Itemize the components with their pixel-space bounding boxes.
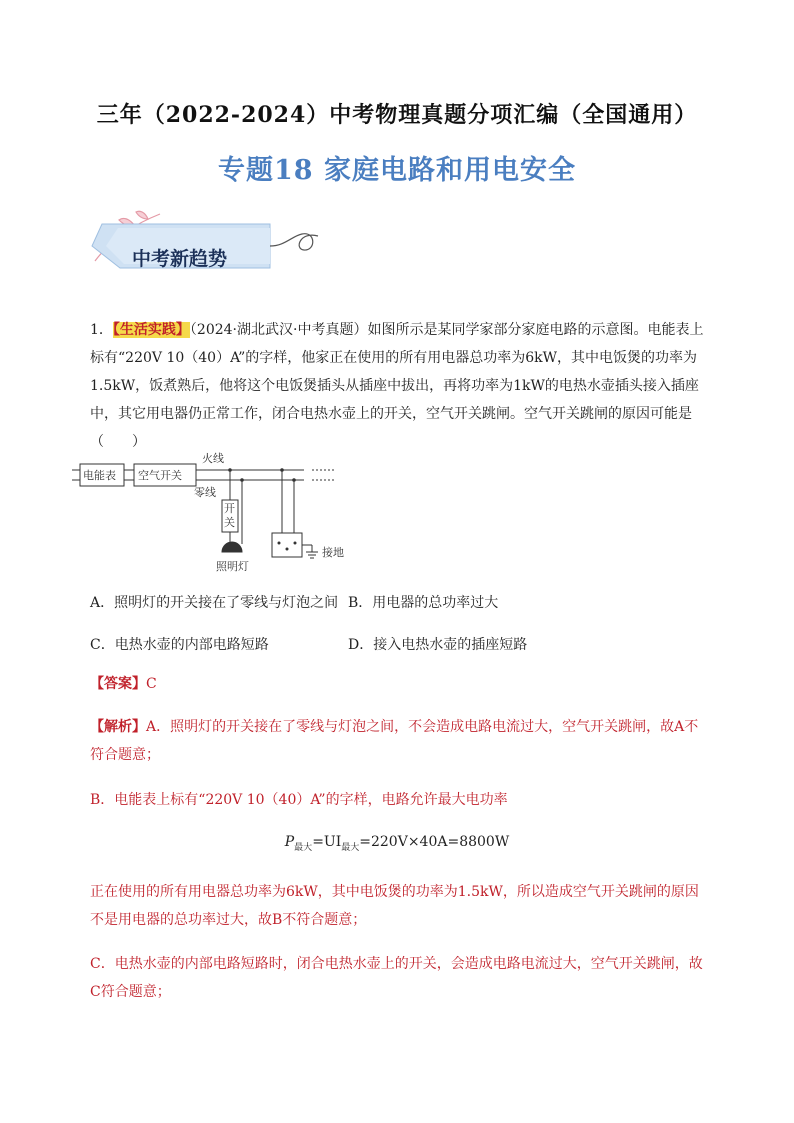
question-number: 1． (90, 322, 113, 338)
answer (90, 670, 710, 698)
option-a: A．照明灯的开关接在了零线与灯泡之间 (90, 595, 339, 611)
main-title: 三年（2022-2024）中考物理真题分项汇编（全国通用） (96, 102, 698, 128)
option-b: B．用电器的总功率过大 (348, 595, 499, 611)
analysis-a-text: A．照明灯的开关接在了零线与灯泡之间，不会造成电路电流过大，空气开关跳闸，故A不符合题意； (90, 719, 699, 763)
circuit-diagram (72, 448, 362, 578)
banner-label: 中考新趋势 (132, 248, 228, 270)
power-formula (0, 834, 794, 853)
analysis-b2: 正在使用的所有用电器总功率为6kW，其中电饭煲的功率为1.5kW，所以造成空气开关跳闸的原因不是用电器的总功率过大，故B不符合题意； (90, 884, 699, 928)
question-source: （2024·湖北武汉·中考真题） (189, 322, 368, 338)
analysis-b: B．电能表上标有“220V 10（40）A”的字样，电路允许最大电功率 (90, 792, 508, 808)
analysis-a (90, 713, 710, 769)
meter-label: 电能表 (83, 469, 116, 482)
breaker-label: 空气开关 (138, 469, 182, 482)
formula-eq: =UI (312, 834, 342, 850)
answer-value: C (146, 676, 157, 692)
formula-i-sub: 最大 (341, 842, 360, 853)
option-d: D．接入电热水壶的插座短路 (348, 637, 528, 653)
answer-label: 【答案】 (90, 676, 146, 692)
question-tag: 【生活实践】 (112, 322, 190, 338)
switch-label-2: 关 (224, 516, 235, 529)
analysis-label: 【解析】 (90, 719, 146, 735)
formula-p-sub: 最大 (294, 842, 313, 853)
ground-label: 接地 (322, 546, 344, 559)
question-text: 如图所示是某同学家部分家庭电路的示意图。电能表上标有“220V 10（40）A”的字样，他家正在使用的所有用电器总功率为6kW，其中电饭煲的功率为1.5kW，饭煮熟后，他将这个电饭煲插头从插座中拔出，再将功率为1kW的电热水壶插头接入插座中，其它用电器仍正常工作，闭合电热水壶上的开关，空气开关跳闸。空气开关跳闸的原因可能是（ ） (90, 322, 704, 450)
lamp-icon (222, 542, 242, 552)
live-wire-label: 火线 (202, 452, 224, 465)
switch-label-1: 开 (224, 502, 235, 515)
formula-rhs: =220V×40A=8800W (359, 834, 510, 850)
analysis-c: C．电热水壶的内部电路短路时，闭合电热水壶上的开关，会造成电路电流过大，空气开关跳闸，故C符合题意； (90, 956, 703, 1000)
option-c: C．电热水壶的内部电路短路 (90, 637, 269, 653)
sub-title: 专题18 家庭电路和用电安全 (218, 155, 576, 186)
neutral-wire-label: 零线 (194, 486, 216, 499)
lamp-label: 照明灯 (216, 560, 249, 573)
question-stem (90, 316, 710, 456)
socket-box (272, 533, 302, 557)
formula-p: P (284, 834, 295, 850)
